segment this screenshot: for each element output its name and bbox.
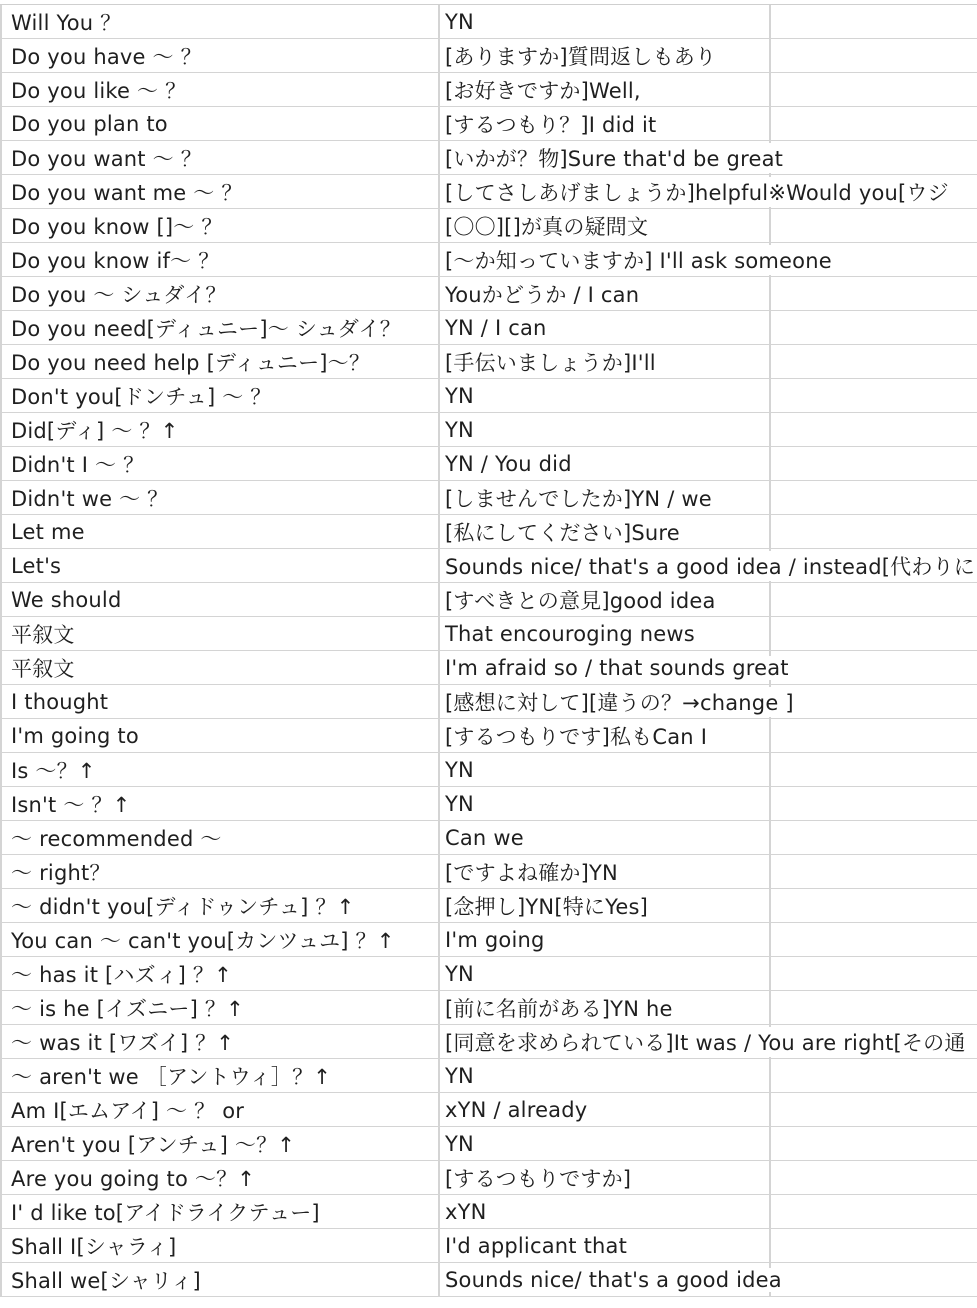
sheet-row xyxy=(0,1161,977,1195)
cell-column-b[interactable] xyxy=(440,821,771,854)
cell-column-b-text: [いかが？物]Sure that'd be great xyxy=(445,143,783,173)
cell-column-c[interactable] xyxy=(771,1229,977,1262)
cell-column-c[interactable] xyxy=(771,209,977,242)
sheet-row xyxy=(0,141,977,175)
cell-column-b[interactable] xyxy=(440,685,794,718)
cell-column-b[interactable] xyxy=(440,583,771,616)
cell-column-c[interactable] xyxy=(771,515,977,548)
cell-column-c[interactable] xyxy=(771,685,977,718)
cell-column-c[interactable] xyxy=(771,617,977,650)
cell-column-b-text: YN xyxy=(445,1131,474,1156)
cell-column-c[interactable] xyxy=(771,73,977,106)
sheet-row xyxy=(0,379,977,413)
cell-column-c[interactable] xyxy=(771,923,977,956)
cell-column-a[interactable]: ～ is he [イズニー] ？↑ xyxy=(0,991,440,1024)
cell-column-b-text: [ありますか]質問返しもあり xyxy=(445,41,716,71)
cell-column-c[interactable] xyxy=(771,5,977,38)
cell-column-a[interactable]: Aren't you [アンチュ] ～？↑ xyxy=(0,1127,440,1160)
sheet-row xyxy=(0,957,977,991)
cell-column-a[interactable]: 平叙文 xyxy=(0,651,440,684)
cell-column-c[interactable] xyxy=(771,957,977,990)
cell-column-c[interactable] xyxy=(771,1195,977,1228)
cell-column-b-text: [手伝いましょうか]I'll xyxy=(445,347,656,377)
cell-column-a[interactable]: Shall we[シャリィ] xyxy=(0,1263,440,1296)
sheet-row xyxy=(0,345,977,379)
cell-column-b-text: Youかどうか / I can xyxy=(445,279,639,309)
cell-column-b[interactable] xyxy=(440,447,771,480)
cell-column-a[interactable]: We should xyxy=(0,583,440,616)
cell-column-a[interactable]: Do you know []～ ？ xyxy=(0,209,440,242)
sheet-row xyxy=(0,685,977,719)
cell-column-a[interactable]: Do you need help [ディュニー]～？ xyxy=(0,345,440,378)
cell-column-b-text: [〇〇][]が真の疑問文 xyxy=(445,211,648,241)
cell-column-a[interactable]: Shall I[シャラィ] xyxy=(0,1229,440,1262)
cell-column-b-text: [しませんでしたか]YN / we xyxy=(445,483,712,513)
cell-column-a[interactable]: Are you going to ～？↑ xyxy=(0,1161,440,1194)
sheet-row xyxy=(0,1093,977,1127)
cell-column-b[interactable] xyxy=(440,5,771,38)
cell-column-c[interactable] xyxy=(771,1059,977,1092)
cell-column-b[interactable] xyxy=(440,1127,771,1160)
cell-column-b-text: Sounds nice/ that's a good idea xyxy=(445,1267,782,1292)
cell-column-b-text: xYN xyxy=(445,1199,487,1224)
sheet-row xyxy=(0,583,977,617)
cell-column-a[interactable]: Do you want me ～ ？ xyxy=(0,175,440,208)
cell-column-a[interactable]: ～ was it [ワズイ] ？↑ xyxy=(0,1025,440,1058)
cell-column-a[interactable]: ～ has it [ハズィ] ？↑ xyxy=(0,957,440,990)
cell-column-b[interactable] xyxy=(440,753,771,786)
cell-column-b[interactable] xyxy=(440,141,784,174)
cell-column-b[interactable] xyxy=(440,991,771,1024)
cell-column-c[interactable] xyxy=(771,1263,977,1296)
cell-column-a[interactable]: Do you ～ シュダイ？ xyxy=(0,277,440,310)
sheet-row xyxy=(0,651,977,685)
cell-column-b-text: YN xyxy=(445,757,474,782)
sheet-row xyxy=(0,991,977,1025)
cell-column-c[interactable] xyxy=(771,141,977,174)
cell-column-a[interactable]: Don't you[ドンチュ] ～ ？ xyxy=(0,379,440,412)
cell-column-a[interactable]: ～ recommended ～ xyxy=(0,821,440,854)
cell-column-b-text: YN xyxy=(445,1063,474,1088)
cell-column-b[interactable] xyxy=(440,413,771,446)
cell-column-a[interactable]: Do you have ～ ？ xyxy=(0,39,440,72)
cell-column-a[interactable]: ～ right？ xyxy=(0,855,440,888)
cell-column-b-text: YN / You did xyxy=(445,451,572,476)
cell-column-a[interactable]: 平叙文 xyxy=(0,617,440,650)
cell-column-c[interactable] xyxy=(771,379,977,412)
cell-column-a[interactable]: Do you plan to xyxy=(0,107,440,140)
cell-column-b[interactable] xyxy=(440,1229,771,1262)
cell-column-b-text: [前に名前がある]YN he xyxy=(445,993,673,1023)
cell-column-b[interactable] xyxy=(440,107,771,140)
cell-column-a[interactable]: You can ～ can't you[カンツュユ] ？↑ xyxy=(0,923,440,956)
sheet-row xyxy=(0,1127,977,1161)
cell-column-a[interactable]: ～ aren't we ［アントウィ］？↑ xyxy=(0,1059,440,1092)
cell-column-a[interactable]: Am I[エムアイ] ～ ？ or xyxy=(0,1093,440,1126)
cell-column-b[interactable] xyxy=(440,481,771,514)
sheet-row xyxy=(0,413,977,447)
sheet-row xyxy=(0,787,977,821)
cell-column-b-text: I'm afraid so / that sounds great xyxy=(445,655,789,680)
cell-column-b-text: YN xyxy=(445,791,474,816)
cell-column-b[interactable] xyxy=(440,787,771,820)
cell-column-b-text: YN / I can xyxy=(445,315,547,340)
sheet-row xyxy=(0,617,977,651)
cell-column-b-text: Sounds nice/ that's a good idea / instead[代わりに xyxy=(445,551,975,581)
cell-column-c[interactable] xyxy=(771,855,977,888)
cell-column-a[interactable]: I'm going to xyxy=(0,719,440,752)
cell-column-b-text: [同意を求められている]It was / You are right[その通 xyxy=(445,1027,966,1057)
sheet-row xyxy=(0,923,977,957)
cell-column-a[interactable]: Isn't ～ ？↑ xyxy=(0,787,440,820)
sheet-row xyxy=(0,515,977,549)
cell-column-c[interactable] xyxy=(771,311,977,344)
cell-column-b[interactable] xyxy=(440,515,771,548)
sheet-row xyxy=(0,1263,977,1297)
cell-column-a[interactable]: Do you want ～ ？ xyxy=(0,141,440,174)
sheet-row xyxy=(0,889,977,923)
cell-column-b-text: [～か知っていますか] I'll ask someone xyxy=(445,245,832,275)
cell-column-b[interactable] xyxy=(440,243,832,276)
cell-column-b[interactable] xyxy=(440,379,771,412)
cell-column-a[interactable]: Didn't we ～ ？ xyxy=(0,481,440,514)
cell-column-a[interactable]: ～ didn't you[ディドゥンチュ] ？↑ xyxy=(0,889,440,922)
cell-column-b-text: [してさしあげましょうか]helpful※Would you[ウジ xyxy=(445,177,949,207)
cell-column-b-text: xYN / already xyxy=(445,1097,588,1122)
sheet-row xyxy=(0,277,977,311)
cell-column-b[interactable] xyxy=(440,719,771,752)
cell-column-b-text: YN xyxy=(445,961,474,986)
cell-column-c[interactable] xyxy=(771,1127,977,1160)
cell-column-b[interactable] xyxy=(440,549,975,582)
cell-column-b-text: [するつもりですか] xyxy=(445,1163,631,1193)
cell-column-c[interactable] xyxy=(771,821,977,854)
cell-column-b[interactable] xyxy=(440,1025,966,1058)
cell-column-c[interactable] xyxy=(771,277,977,310)
cell-column-c[interactable] xyxy=(771,39,977,72)
cell-column-b[interactable] xyxy=(440,855,771,888)
cell-column-b[interactable] xyxy=(440,1059,771,1092)
cell-column-c[interactable] xyxy=(771,1161,977,1194)
sheet-row xyxy=(0,107,977,141)
cell-column-b[interactable] xyxy=(440,311,771,344)
cell-column-b-text: [ですよね確か]YN xyxy=(445,857,618,887)
cell-column-b-text: [するつもりです]私もCan I xyxy=(445,721,707,751)
sheet-row xyxy=(0,243,977,277)
cell-column-c[interactable] xyxy=(771,719,977,752)
cell-column-c[interactable] xyxy=(771,447,977,480)
cell-column-a[interactable]: Do you need[ディュニー]～ シュダイ？ xyxy=(0,311,440,344)
cell-column-b-text: [念押し]YN[特にYes] xyxy=(445,891,648,921)
cell-column-b-text: [すべきとの意見]good idea xyxy=(445,585,716,615)
cell-column-c[interactable] xyxy=(771,787,977,820)
cell-column-b[interactable] xyxy=(440,1093,771,1126)
cell-column-c[interactable] xyxy=(771,651,977,684)
cell-column-c[interactable] xyxy=(771,991,977,1024)
cell-column-b-text: YN xyxy=(445,417,474,442)
cell-column-b-text: I'd applicant that xyxy=(445,1233,628,1258)
sheet-row xyxy=(0,1229,977,1263)
cell-column-c[interactable] xyxy=(771,481,977,514)
sheet-row xyxy=(0,855,977,889)
spreadsheet-grid xyxy=(0,4,977,1297)
sheet-row xyxy=(0,821,977,855)
cell-column-c[interactable] xyxy=(771,107,977,140)
cell-column-c[interactable] xyxy=(771,413,977,446)
cell-column-a[interactable]: I' d like to[アイドライクテュー] xyxy=(0,1195,440,1228)
cell-column-b-text: [するつもり？]I did it xyxy=(445,109,656,139)
cell-column-a[interactable]: I thought xyxy=(0,685,440,718)
sheet-row xyxy=(0,175,977,209)
cell-column-a[interactable]: Is ～？↑ xyxy=(0,753,440,786)
cell-column-b-text: [感想に対して][違うの？→change ] xyxy=(445,687,794,717)
cell-column-b[interactable] xyxy=(440,1161,771,1194)
cell-column-b[interactable] xyxy=(440,209,771,242)
cell-column-b-text: I'm going xyxy=(445,927,545,952)
cell-column-b[interactable] xyxy=(440,345,771,378)
cell-column-b-text: [私にしてください]Sure xyxy=(445,517,680,547)
sheet-row xyxy=(0,39,977,73)
cell-column-a[interactable]: Do you know if～ ？ xyxy=(0,243,440,276)
cell-column-b[interactable] xyxy=(440,957,771,990)
cell-column-a[interactable]: Do you like ～ ？ xyxy=(0,73,440,106)
cell-column-b[interactable] xyxy=(440,1195,771,1228)
cell-column-b[interactable] xyxy=(440,175,949,208)
sheet-row xyxy=(0,1025,977,1059)
cell-column-b-text: That encouroging news xyxy=(445,621,695,646)
cell-column-a[interactable]: Did[ディ] ～ ？↑ xyxy=(0,413,440,446)
cell-column-c[interactable] xyxy=(771,1093,977,1126)
cell-column-a[interactable]: Let me xyxy=(0,515,440,548)
cell-column-b[interactable] xyxy=(440,39,771,72)
cell-column-c[interactable] xyxy=(771,889,977,922)
cell-column-b[interactable] xyxy=(440,889,771,922)
cell-column-c[interactable] xyxy=(771,583,977,616)
cell-column-c[interactable] xyxy=(771,345,977,378)
cell-column-b-text: [お好きですか]Well, xyxy=(445,75,641,105)
sheet-row xyxy=(0,209,977,243)
cell-column-c[interactable] xyxy=(771,753,977,786)
sheet-row xyxy=(0,1195,977,1229)
sheet-row xyxy=(0,719,977,753)
sheet-row xyxy=(0,5,977,39)
cell-column-b[interactable] xyxy=(440,1263,782,1296)
cell-column-b-text: YN xyxy=(445,9,474,34)
cell-column-b-text: Can we xyxy=(445,825,524,850)
cell-column-b[interactable] xyxy=(440,923,771,956)
cell-column-b[interactable] xyxy=(440,73,771,106)
sheet-row xyxy=(0,73,977,107)
cell-column-a[interactable]: Let's xyxy=(0,549,440,582)
sheet-row xyxy=(0,311,977,345)
sheet-row xyxy=(0,1059,977,1093)
sheet-row xyxy=(0,481,977,515)
cell-column-b-text: YN xyxy=(445,383,474,408)
cell-column-b[interactable] xyxy=(440,617,771,650)
cell-column-b[interactable] xyxy=(440,277,771,310)
sheet-row xyxy=(0,753,977,787)
cell-column-b[interactable] xyxy=(440,651,789,684)
sheet-row xyxy=(0,447,977,481)
cell-column-a[interactable]: Didn't I ～ ？ xyxy=(0,447,440,480)
cell-column-a[interactable]: Will You ？ xyxy=(0,5,440,38)
sheet-row xyxy=(0,549,977,583)
